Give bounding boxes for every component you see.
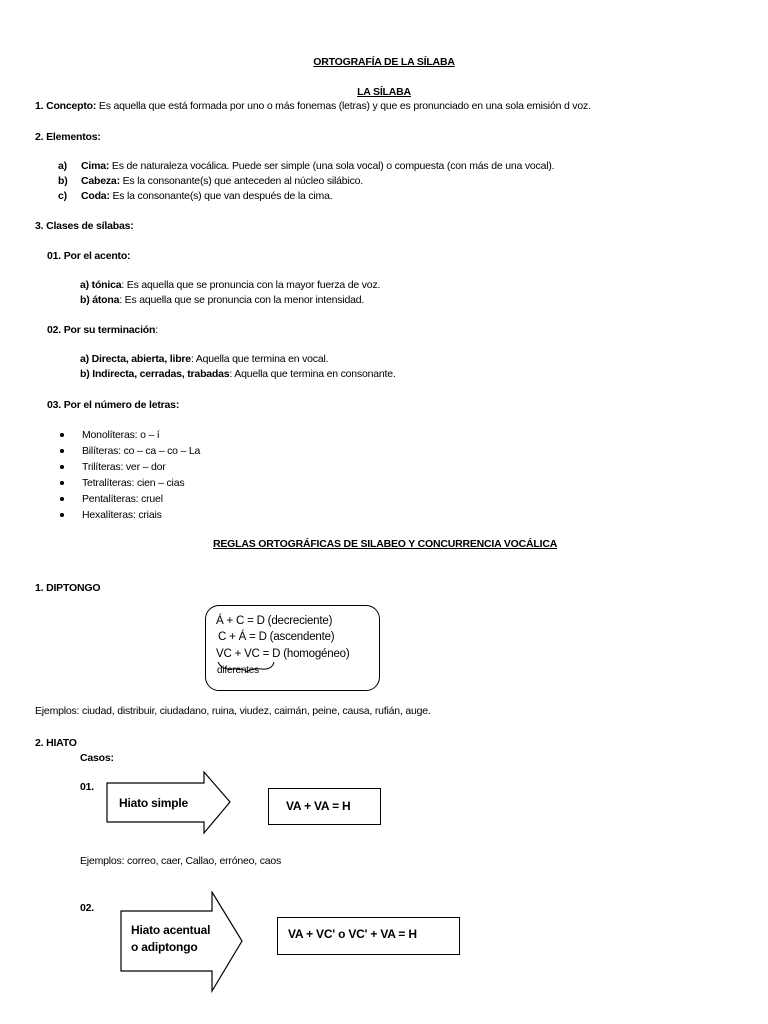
caso-2-arrow-label-line-1: Hiato acentual (131, 923, 211, 937)
terminacion-heading-line (47, 324, 158, 336)
terminacion-item (80, 368, 396, 380)
hiato-heading: 2. HIATO (35, 737, 77, 749)
terminacion-label: a) Directa, abierta, libre (80, 353, 191, 365)
terminacion-item (80, 353, 328, 365)
list-item: Pentalíteras: cruel (58, 491, 200, 507)
acento-heading: 01. Por el acento: (47, 250, 131, 262)
list-item: Tetralíteras: cien – cias (58, 475, 200, 491)
elemento-letter: c) (58, 190, 67, 202)
elemento-label: Coda: (81, 190, 110, 202)
elemento-item (58, 190, 332, 202)
formula-note: diferentes (217, 665, 259, 676)
caso-1-arrow-label: Hiato simple (119, 796, 188, 810)
formula-decreciente: Á + C = D (decreciente) (216, 615, 333, 627)
reglas-title: REGLAS ORTOGRÁFICAS DE SILABEO Y CONCURRENCIA VOCÁLICA (213, 538, 558, 550)
acento-text: : Es aquella que se pronuncia con la menor intensidad. (119, 294, 365, 306)
elemento-item (58, 175, 363, 187)
concepto-label: 1. Concepto: (35, 100, 97, 112)
elemento-text: Es la consonante(s) que anteceden al núcleo silábico. (119, 175, 363, 187)
list-item: Bilíteras: co – ca – co – La (58, 443, 200, 459)
elemento-text: Es de naturaleza vocálica. Puede ser simple (una sola vocal) o compuesta (con más de una vocal). (109, 160, 555, 172)
terminacion-heading: 02. Por su terminación (47, 324, 156, 336)
diptongo-formula-box (205, 605, 380, 691)
diptongo-heading: 1. DIPTONGO (35, 582, 101, 594)
numero-heading: 03. Por el número de letras: (47, 399, 180, 411)
elemento-item (58, 160, 554, 172)
list-item: Trilíteras: ver – dor (58, 459, 200, 475)
diptongo-ejemplos: Ejemplos: ciudad, distribuir, ciudadano, ruina, viudez, caimán, peine, causa, rufián, auge. (35, 705, 431, 717)
casos-label: Casos: (80, 752, 114, 764)
list-item: Monolíteras: o – í (58, 427, 200, 443)
caso-1-number: 01. (80, 781, 94, 793)
page-title: ORTOGRAFÍA DE LA SÍLABA (313, 56, 455, 68)
formula-ascendente: C + Á = D (ascendente) (218, 631, 335, 643)
letras-list (58, 427, 200, 523)
caso-1-formula: VA + VA = H (286, 799, 351, 813)
caso-2-formula: VA + VC' o VC' + VA = H (288, 927, 417, 941)
terminacion-text: : Aquella que termina en consonante. (229, 368, 396, 380)
section-title: LA SÍLABA (357, 86, 411, 98)
elemento-label: Cabeza: (81, 175, 120, 187)
acento-item (80, 294, 364, 306)
elementos-heading: 2. Elementos: (35, 131, 101, 143)
terminacion-colon: : (155, 324, 158, 336)
elemento-letter: a) (58, 160, 67, 172)
list-item: Hexalíteras: criais (58, 507, 200, 523)
elemento-label: Cima: (81, 160, 110, 172)
terminacion-text: : Aquella que termina en vocal. (190, 353, 329, 365)
caso-2-arrow-label-line-2: o adiptongo (131, 940, 198, 954)
acento-label: b) átona (80, 294, 120, 306)
caso-1-ejemplos: Ejemplos: correo, caer, Callao, erróneo, caos (80, 855, 282, 867)
acento-label: a) tónica (80, 279, 122, 291)
acento-text: : Es aquella que se pronuncia con la mayor fuerza de voz. (121, 279, 381, 291)
elemento-text: Es la consonante(s) que van después de la cima. (109, 190, 333, 202)
concepto-paragraph (35, 100, 591, 112)
formula-homogeneo: VC + VC = D (homogéneo) (216, 648, 350, 660)
caso-2-number: 02. (80, 902, 94, 914)
caso-1-formula-box (268, 788, 381, 825)
concepto-text: Es aquella que está formada por uno o más fonemas (letras) y que es pronunciado en una sola emisión d voz. (96, 100, 591, 112)
terminacion-label: b) Indirecta, cerradas, trabadas (80, 368, 230, 380)
acento-item (80, 279, 380, 291)
clases-heading: 3. Clases de sílabas: (35, 220, 134, 232)
caso-2-formula-box (277, 917, 460, 955)
elemento-letter: b) (58, 175, 68, 187)
